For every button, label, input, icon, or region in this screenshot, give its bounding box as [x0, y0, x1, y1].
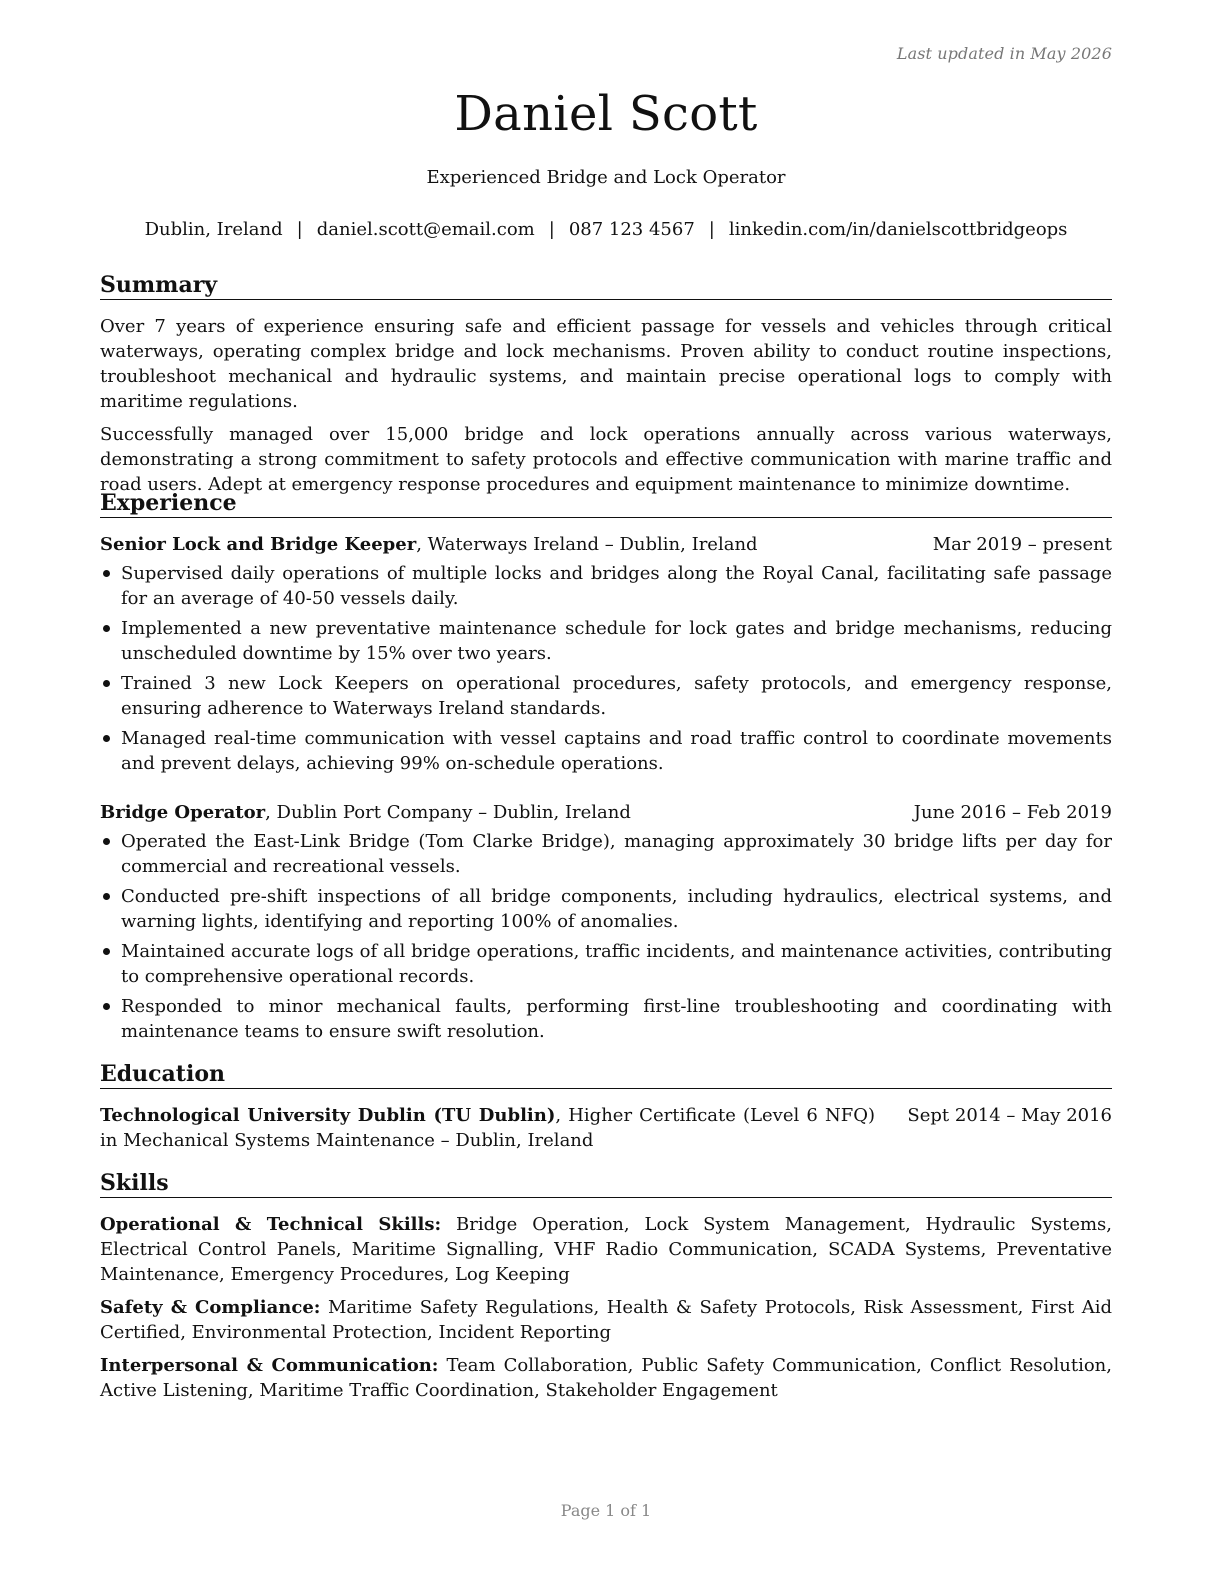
section-title-skills: Skills: [100, 1170, 1112, 1198]
job-bullet-text: Managed real-time communication with vessel captains and road traffic control to coordinate movements and prevent delays, achieving 99% on-schedule operations.: [121, 728, 1112, 774]
job-bullet-text: Trained 3 new Lock Keepers on operational procedures, safety protocols, and emergency response, ensuring adherence to Waterways Ireland standards.: [121, 673, 1112, 719]
candidate-headline: Experienced Bridge and Lock Operator: [426, 167, 786, 188]
job-bullet-text: Maintained accurate logs of all bridge operations, traffic incidents, and maintenance activities, contributing to comprehensive operational records.: [121, 941, 1112, 987]
skill-group-label: Interpersonal & Communication:: [100, 1355, 439, 1376]
job-entry: [100, 532, 1112, 776]
contact-separator: |: [548, 219, 555, 240]
job-title-line: [100, 532, 758, 557]
job-header: [100, 800, 1112, 825]
job-bullet-text: Supervised daily operations of multiple locks and bridges along the Royal Canal, facilitating safe passage for an average of 40-50 vessels daily.: [121, 563, 1112, 609]
job-bullet: [100, 939, 1112, 989]
skills-section: [100, 1170, 1112, 1403]
section-title-experience: Experience: [100, 490, 1112, 518]
section-title-summary: Summary: [100, 272, 1112, 300]
job-bullet: [100, 671, 1112, 721]
experience-section: [100, 490, 1112, 1044]
contact-line: [80, 219, 1132, 240]
bullet-icon: [103, 1003, 110, 1010]
last-updated-note: Last updated in May 2026: [896, 44, 1112, 63]
skill-group-label: Operational & Technical Skills:: [100, 1214, 442, 1235]
job-dates: Mar 2019 – present: [932, 534, 1112, 555]
bullet-icon: [103, 838, 110, 845]
skill-group-items: Team Collaboration, Public Safety Communication, Conflict Resolution, Active Listening, Maritime Traffic Coordination, Stakeholder Engagement: [100, 1355, 1112, 1401]
job-bullet-text: Operated the East-Link Bridge (Tom Clarke Bridge), managing approximately 30 bridge lifts per day for commercial and recreational vessels.: [121, 831, 1112, 877]
skill-group: [100, 1353, 1112, 1403]
job-bullet-text: Conducted pre-shift inspections of all bridge components, including hydraulics, electrical systems, and warning lights, identifying and reporting 100% of anomalies.: [121, 886, 1112, 932]
contact-location: Dublin, Ireland: [144, 219, 283, 240]
job-bullet-list: [100, 829, 1112, 1044]
skill-group: [100, 1295, 1112, 1345]
job-bullet: [100, 884, 1112, 934]
education-dates: Sept 2014 – May 2016: [907, 1105, 1112, 1126]
bullet-icon: [103, 680, 110, 687]
education-section: [100, 1061, 1112, 1153]
skill-group: [100, 1212, 1112, 1287]
job-header: [100, 532, 1112, 557]
skill-group-items: Maritime Safety Regulations, Health & Safety Protocols, Risk Assessment, First Aid Certified, Environmental Protection, Incident Reporting: [100, 1297, 1112, 1343]
job-role: Bridge Operator: [100, 802, 266, 823]
summary-paragraph: Over 7 years of experience ensuring safe and efficient passage for vessels and vehicles through critical waterways, operating complex bridge and lock mechanisms. Proven ability to conduct routine inspections, troubleshoot mechanical and hydraulic systems, and maintain precise operational logs to comply with maritime regulations.: [100, 316, 1112, 412]
bullet-icon: [103, 948, 110, 955]
skill-group-label: Safety & Compliance:: [100, 1297, 321, 1318]
job-bullet-text: Implemented a new preventative maintenance schedule for lock gates and bridge mechanisms, reducing unscheduled downtime by 15% over two years.: [121, 618, 1112, 664]
summary-paragraph: Successfully managed over 15,000 bridge and lock operations annually across various waterways, demonstrating a strong commitment to safety protocols and effective communication with marine traffic and road users. Adept at emergency response procedures and equipment maintenance to minimize downtime.: [100, 424, 1112, 495]
job-dates: June 2016 – Feb 2019: [913, 802, 1112, 823]
job-bullet: [100, 726, 1112, 776]
contact-separator: |: [708, 219, 715, 240]
bullet-icon: [103, 893, 110, 900]
bullet-icon: [103, 735, 110, 742]
summary-section: [100, 272, 1112, 497]
section-title-education: Education: [100, 1061, 1112, 1089]
job-bullet: [100, 561, 1112, 611]
bullet-icon: [103, 570, 110, 577]
contact-email-link[interactable]: daniel.scott@email.com: [316, 219, 535, 240]
job-bullet-text: Responded to minor mechanical faults, performing first-line troubleshooting and coordinating with maintenance teams to ensure swift resolution.: [121, 996, 1112, 1042]
job-employer: , Waterways Ireland – Dublin, Ireland: [416, 534, 758, 555]
job-entry: [100, 800, 1112, 1044]
contact-phone[interactable]: 087 123 4567: [568, 219, 695, 240]
resume-page: [100, 0, 1112, 1584]
education-text: [100, 1103, 875, 1153]
education-detail: , Higher Certificate (Level 6 NFQ) in Mechanical Systems Maintenance – Dublin, Ireland: [100, 1105, 875, 1151]
job-employer: , Dublin Port Company – Dublin, Ireland: [265, 802, 631, 823]
job-bullet: [100, 616, 1112, 666]
job-bullet: [100, 829, 1112, 879]
skill-group-items: Bridge Operation, Lock System Management, Hydraulic Systems, Electrical Control Panels, Maritime Signalling, VHF Radio Communication, SCADA Systems, Preventative Maintenance, Emergency Procedures, Log Keeping: [100, 1214, 1112, 1285]
contact-separator: |: [296, 219, 303, 240]
job-role: Senior Lock and Bridge Keeper: [100, 534, 417, 555]
candidate-name: Daniel Scott: [454, 86, 758, 142]
education-school: Technological University Dublin (TU Dublin): [100, 1105, 556, 1126]
job-bullet: [100, 994, 1112, 1044]
job-bullet-list: [100, 561, 1112, 776]
education-entry: [100, 1103, 1112, 1153]
contact-linkedin-link[interactable]: linkedin.com/in/danielscottbridgeops: [728, 219, 1068, 240]
job-title-line: [100, 800, 631, 825]
bullet-icon: [103, 625, 110, 632]
page-footer: Page 1 of 1: [560, 1501, 652, 1520]
